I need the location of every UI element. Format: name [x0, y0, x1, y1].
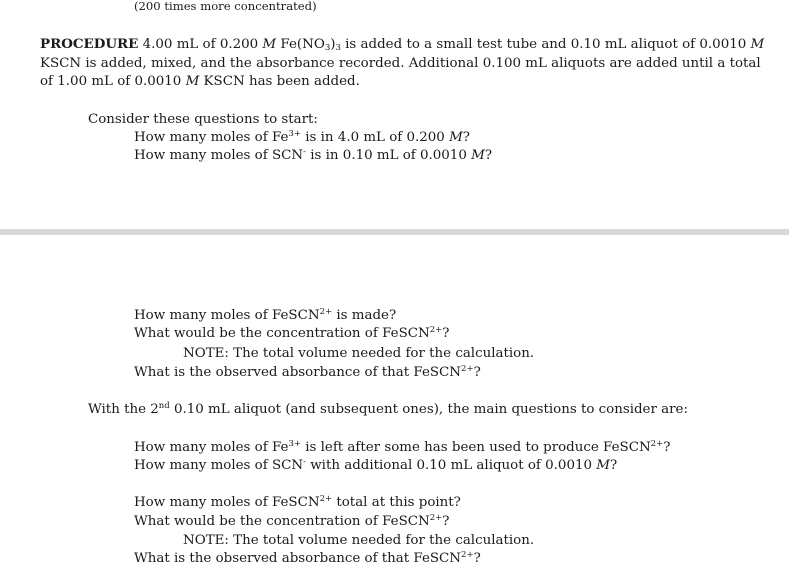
q-text: with additional 0.10 mL aliquot of 0.0010: [305, 458, 597, 473]
question-fescn-made: [134, 306, 396, 325]
question-fescn-total: [134, 493, 461, 512]
molar-unit: M: [471, 148, 485, 163]
superscript: 2+: [429, 325, 443, 335]
q-text: ?: [609, 458, 618, 473]
question-fescn-concentration: [134, 324, 449, 343]
q-text: What would be the concentration of FeSCN: [134, 514, 430, 529]
question-absorbance-2: [134, 549, 481, 568]
consider-heading: Consider these questions to start:: [88, 112, 318, 127]
q-text: ?: [442, 514, 450, 529]
molar-unit: M: [449, 130, 463, 145]
procedure-text-1c: ): [330, 37, 336, 52]
q-text: is in 0.10 mL of 0.0010: [305, 148, 472, 163]
procedure-line-2: KSCN is added, mixed, and the absorbance recorded. Additional 0.100 mL aliquots are added until a total: [40, 56, 761, 71]
superscript: nd: [158, 401, 170, 411]
subscript: 3: [335, 43, 341, 53]
q-text: What would be the concentration of FeSCN: [134, 326, 430, 341]
procedure-line-1: [40, 35, 764, 54]
procedure-heading: PROCEDURE: [40, 36, 139, 52]
q-text: How many moles of Fe: [134, 130, 289, 145]
q-text: ?: [473, 365, 481, 380]
q-text: How many moles of SCN: [134, 148, 304, 163]
molar-unit: M: [750, 37, 765, 52]
superscript: -: [303, 147, 306, 157]
q-text: How many moles of SCN: [134, 458, 304, 473]
question-scn-additional: [134, 456, 617, 475]
procedure-text-1a: 4.00 mL of 0.200: [142, 37, 263, 52]
q-text: What is the observed absorbance of that FeSCN: [134, 365, 462, 380]
q-text: ?: [484, 148, 493, 163]
q-text: is in 4.0 mL of 0.200: [300, 130, 450, 145]
q-text: ?: [663, 440, 671, 455]
note-total-volume: NOTE: The total volume needed for the calculation.: [183, 346, 535, 361]
procedure-text-1b: Fe(NO: [276, 37, 325, 52]
molar-unit: M: [596, 458, 610, 473]
q-text: total at this point?: [332, 495, 461, 510]
top-fragment-text: (200 times more concentrated): [134, 0, 317, 13]
question-fescn-concentration-2: [134, 512, 449, 531]
question-fe-moles: [134, 128, 470, 147]
subscript: 3: [324, 43, 331, 53]
superscript: 2+: [429, 513, 443, 523]
procedure-text-3a: of 1.00 mL of 0.0010: [40, 74, 186, 89]
superscript: 2+: [461, 364, 474, 374]
q-text: ?: [462, 130, 470, 145]
superscript: 2+: [650, 439, 664, 449]
q-text: 0.10 mL aliquot (and subsequent ones), the main questions to consider are:: [169, 402, 688, 417]
superscript: -: [303, 457, 306, 467]
q-text: With the 2: [88, 402, 159, 417]
page-separator: [0, 229, 789, 235]
q-text: is made?: [332, 308, 397, 323]
superscript: 3+: [288, 129, 301, 139]
q-text: ?: [442, 326, 450, 341]
second-aliquot-intro: [88, 400, 688, 419]
question-absorbance: [134, 363, 481, 382]
question-fe-left: [134, 438, 670, 457]
question-scn-moles: [134, 146, 492, 165]
molar-unit: M: [262, 37, 277, 52]
procedure-text-1d: is added to a small test tube and 0.10 mL aliquot of 0.0010: [340, 37, 751, 52]
q-text: How many moles of Fe: [134, 440, 289, 455]
q-text: What is the observed absorbance of that FeSCN: [134, 551, 462, 566]
q-text: is left after some has been used to produce FeSCN: [300, 440, 651, 455]
procedure-text-3b: KSCN has been added.: [199, 74, 360, 89]
superscript: 2+: [319, 494, 333, 504]
note-total-volume-2: NOTE: The total volume needed for the calculation.: [183, 533, 535, 548]
molar-unit: M: [185, 74, 200, 89]
superscript: 3+: [288, 439, 301, 449]
q-text: How many moles of FeSCN: [134, 495, 320, 510]
q-text: How many moles of FeSCN: [134, 308, 320, 323]
procedure-line-3: [40, 72, 360, 91]
q-text: ?: [473, 551, 481, 566]
superscript: 2+: [461, 550, 474, 560]
superscript: 2+: [319, 307, 333, 317]
